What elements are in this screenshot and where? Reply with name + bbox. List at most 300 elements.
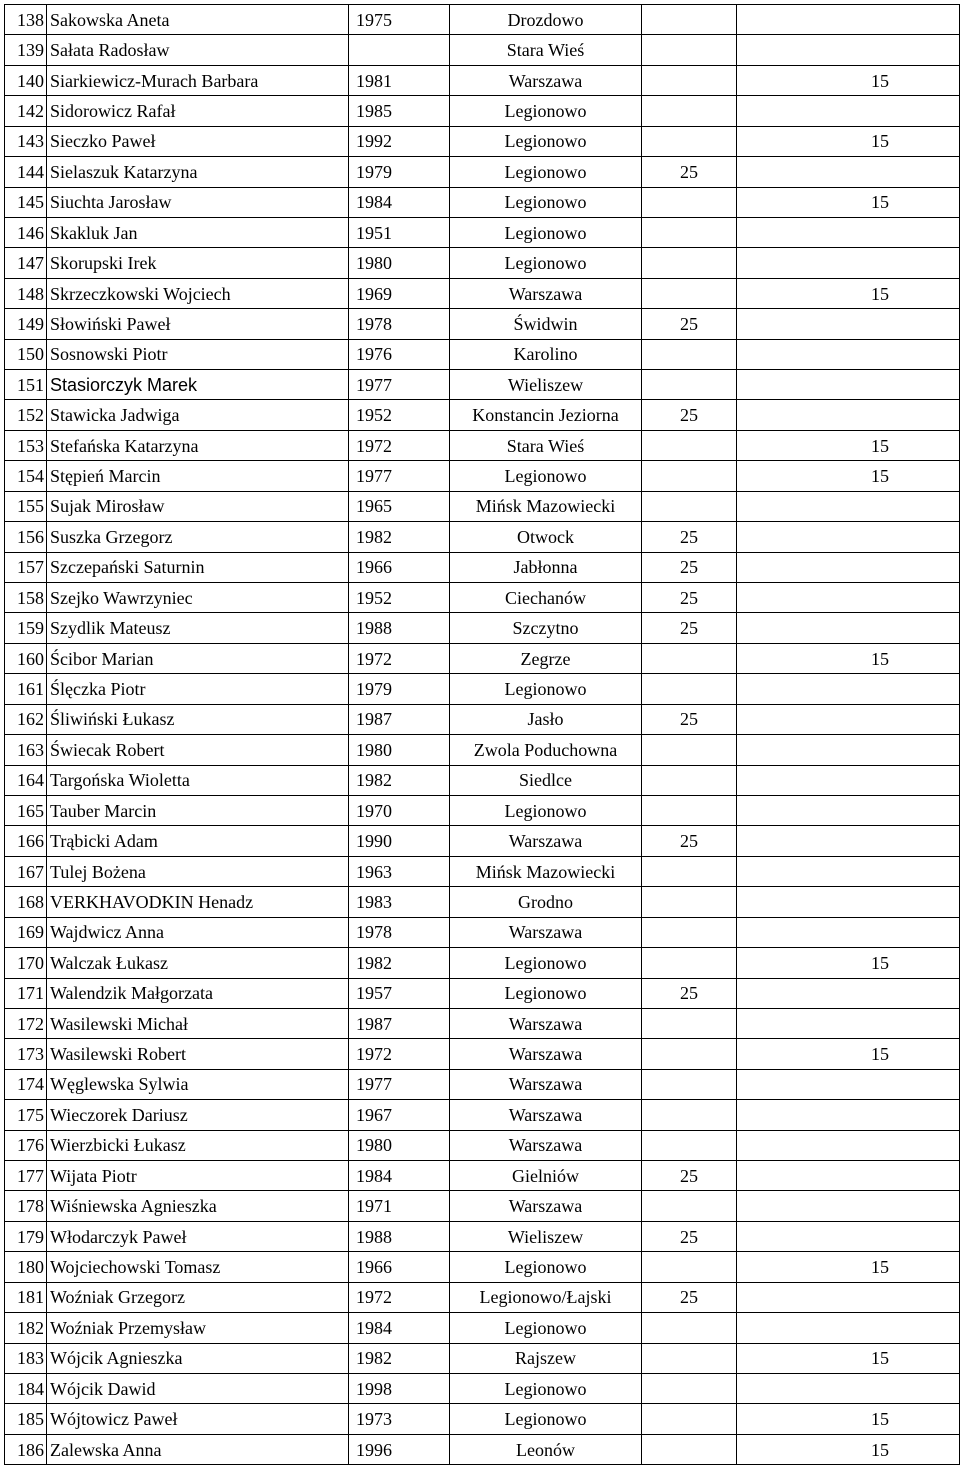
score-a-cell bbox=[642, 917, 737, 947]
score-a-cell: 25 bbox=[642, 826, 737, 856]
city-cell: Legionowo bbox=[450, 187, 642, 217]
birth-year-cell: 1966 bbox=[349, 552, 450, 582]
score-a-cell bbox=[642, 735, 737, 765]
table-row bbox=[5, 461, 960, 491]
name-cell: Targońska Wioletta bbox=[47, 765, 349, 795]
birth-year-cell: 1982 bbox=[349, 522, 450, 552]
score-a-cell: 25 bbox=[642, 400, 737, 430]
score-b-cell bbox=[737, 704, 960, 734]
birth-year-cell: 1973 bbox=[349, 1404, 450, 1434]
city-cell: Jabłonna bbox=[450, 552, 642, 582]
score-b-cell bbox=[737, 248, 960, 278]
name-cell: Świecak Robert bbox=[47, 735, 349, 765]
row-number-cell: 143 bbox=[5, 126, 47, 156]
score-a-cell: 25 bbox=[642, 522, 737, 552]
name-cell: Stefańska Katarzyna bbox=[47, 430, 349, 460]
table-row bbox=[5, 522, 960, 552]
score-b-cell bbox=[737, 765, 960, 795]
name-cell: Śliwiński Łukasz bbox=[47, 704, 349, 734]
city-cell: Legionowo bbox=[450, 157, 642, 187]
table-row bbox=[5, 887, 960, 917]
row-number-cell: 161 bbox=[5, 674, 47, 704]
city-cell: Rajszew bbox=[450, 1343, 642, 1373]
name-cell: Wójtowicz Paweł bbox=[47, 1404, 349, 1434]
birth-year-cell bbox=[349, 35, 450, 65]
city-cell: Świdwin bbox=[450, 309, 642, 339]
city-cell: Siedlce bbox=[450, 765, 642, 795]
row-number-cell: 151 bbox=[5, 370, 47, 400]
row-number-cell: 172 bbox=[5, 1008, 47, 1038]
score-a-cell bbox=[642, 65, 737, 95]
score-a-cell bbox=[642, 491, 737, 521]
row-number-cell: 184 bbox=[5, 1373, 47, 1403]
name-cell: Sieczko Paweł bbox=[47, 126, 349, 156]
table-row bbox=[5, 704, 960, 734]
table-row bbox=[5, 187, 960, 217]
birth-year-cell: 1978 bbox=[349, 309, 450, 339]
birth-year-cell: 1971 bbox=[349, 1191, 450, 1221]
score-b-cell bbox=[737, 795, 960, 825]
city-cell: Zegrze bbox=[450, 643, 642, 673]
name-cell: Wasilewski Michał bbox=[47, 1008, 349, 1038]
score-b-cell bbox=[737, 1100, 960, 1130]
table-row bbox=[5, 674, 960, 704]
name-cell: Sielaszuk Katarzyna bbox=[47, 157, 349, 187]
birth-year-cell: 1990 bbox=[349, 826, 450, 856]
score-b-cell bbox=[737, 5, 960, 35]
score-b-cell: 15 bbox=[737, 1039, 960, 1069]
table-row bbox=[5, 217, 960, 247]
score-b-cell: 15 bbox=[737, 1404, 960, 1434]
name-cell: Ślęczka Piotr bbox=[47, 674, 349, 704]
score-a-cell bbox=[642, 674, 737, 704]
score-a-cell bbox=[642, 795, 737, 825]
city-cell: Legionowo bbox=[450, 978, 642, 1008]
name-cell: Siuchta Jarosław bbox=[47, 187, 349, 217]
city-cell: Stara Wieś bbox=[450, 430, 642, 460]
score-a-cell bbox=[642, 643, 737, 673]
name-cell: Sosnowski Piotr bbox=[47, 339, 349, 369]
birth-year-cell: 1957 bbox=[349, 978, 450, 1008]
score-b-cell bbox=[737, 400, 960, 430]
table-row bbox=[5, 948, 960, 978]
table-row bbox=[5, 35, 960, 65]
name-cell: Wójcik Dawid bbox=[47, 1373, 349, 1403]
row-number-cell: 152 bbox=[5, 400, 47, 430]
table-row bbox=[5, 583, 960, 613]
birth-year-cell: 1952 bbox=[349, 400, 450, 430]
score-a-cell bbox=[642, 5, 737, 35]
row-number-cell: 158 bbox=[5, 583, 47, 613]
name-cell: Woźniak Grzegorz bbox=[47, 1282, 349, 1312]
city-cell: Legionowo bbox=[450, 674, 642, 704]
name-cell: Sałata Radosław bbox=[47, 35, 349, 65]
score-a-cell: 25 bbox=[642, 552, 737, 582]
score-b-cell bbox=[737, 1373, 960, 1403]
name-cell: Sidorowicz Rafał bbox=[47, 96, 349, 126]
row-number-cell: 160 bbox=[5, 643, 47, 673]
name-cell: Szydlik Mateusz bbox=[47, 613, 349, 643]
birth-year-cell: 1987 bbox=[349, 1008, 450, 1038]
score-a-cell bbox=[642, 1343, 737, 1373]
score-b-cell: 15 bbox=[737, 948, 960, 978]
city-cell: Legionowo bbox=[450, 96, 642, 126]
row-number-cell: 147 bbox=[5, 248, 47, 278]
name-cell: Skrzeczkowski Wojciech bbox=[47, 278, 349, 308]
name-cell: Wajdwicz Anna bbox=[47, 917, 349, 947]
name-cell: Suszka Grzegorz bbox=[47, 522, 349, 552]
row-number-cell: 156 bbox=[5, 522, 47, 552]
row-number-cell: 163 bbox=[5, 735, 47, 765]
birth-year-cell: 1977 bbox=[349, 370, 450, 400]
score-a-cell bbox=[642, 887, 737, 917]
row-number-cell: 178 bbox=[5, 1191, 47, 1221]
birth-year-cell: 1988 bbox=[349, 1221, 450, 1251]
name-cell: Walczak Łukasz bbox=[47, 948, 349, 978]
name-cell: Wasilewski Robert bbox=[47, 1039, 349, 1069]
name-cell: Trąbicki Adam bbox=[47, 826, 349, 856]
score-b-cell bbox=[737, 856, 960, 886]
score-a-cell bbox=[642, 248, 737, 278]
birth-year-cell: 1963 bbox=[349, 856, 450, 886]
city-cell: Warszawa bbox=[450, 278, 642, 308]
city-cell: Legionowo bbox=[450, 1252, 642, 1282]
city-cell: Ciechanów bbox=[450, 583, 642, 613]
row-number-cell: 173 bbox=[5, 1039, 47, 1069]
city-cell: Wieliszew bbox=[450, 1221, 642, 1251]
city-cell: Legionowo bbox=[450, 461, 642, 491]
score-b-cell bbox=[737, 1008, 960, 1038]
score-b-cell bbox=[737, 917, 960, 947]
row-number-cell: 165 bbox=[5, 795, 47, 825]
birth-year-cell: 1979 bbox=[349, 157, 450, 187]
table-row bbox=[5, 400, 960, 430]
table-row bbox=[5, 765, 960, 795]
score-b-cell bbox=[737, 309, 960, 339]
birth-year-cell: 1966 bbox=[349, 1252, 450, 1282]
birth-year-cell: 1951 bbox=[349, 217, 450, 247]
birth-year-cell: 1979 bbox=[349, 674, 450, 704]
row-number-cell: 176 bbox=[5, 1130, 47, 1160]
name-cell: Wieczorek Dariusz bbox=[47, 1100, 349, 1130]
row-number-cell: 146 bbox=[5, 217, 47, 247]
birth-year-cell: 1980 bbox=[349, 248, 450, 278]
birth-year-cell: 1972 bbox=[349, 643, 450, 673]
row-number-cell: 168 bbox=[5, 887, 47, 917]
birth-year-cell: 1984 bbox=[349, 1161, 450, 1191]
table-row bbox=[5, 157, 960, 187]
score-a-cell bbox=[642, 948, 737, 978]
table-row bbox=[5, 1221, 960, 1251]
score-b-cell bbox=[737, 826, 960, 856]
participants-table bbox=[4, 4, 960, 1465]
birth-year-cell: 1981 bbox=[349, 65, 450, 95]
table-row bbox=[5, 643, 960, 673]
table-row bbox=[5, 856, 960, 886]
score-a-cell bbox=[642, 1252, 737, 1282]
city-cell: Legionowo bbox=[450, 1313, 642, 1343]
birth-year-cell: 1982 bbox=[349, 948, 450, 978]
score-a-cell: 25 bbox=[642, 1161, 737, 1191]
score-b-cell bbox=[737, 370, 960, 400]
row-number-cell: 166 bbox=[5, 826, 47, 856]
city-cell: Warszawa bbox=[450, 1069, 642, 1099]
city-cell: Szczytno bbox=[450, 613, 642, 643]
table-row bbox=[5, 917, 960, 947]
name-cell: Stępień Marcin bbox=[47, 461, 349, 491]
name-cell: Stawicka Jadwiga bbox=[47, 400, 349, 430]
score-b-cell bbox=[737, 1069, 960, 1099]
city-cell: Grodno bbox=[450, 887, 642, 917]
score-a-cell bbox=[642, 1191, 737, 1221]
table-row bbox=[5, 826, 960, 856]
row-number-cell: 186 bbox=[5, 1434, 47, 1464]
name-cell: Skakluk Jan bbox=[47, 217, 349, 247]
table-row bbox=[5, 613, 960, 643]
birth-year-cell: 1984 bbox=[349, 1313, 450, 1343]
score-a-cell bbox=[642, 126, 737, 156]
score-b-cell bbox=[737, 217, 960, 247]
row-number-cell: 145 bbox=[5, 187, 47, 217]
name-cell: Tulej Bożena bbox=[47, 856, 349, 886]
name-cell: Włodarczyk Paweł bbox=[47, 1221, 349, 1251]
row-number-cell: 148 bbox=[5, 278, 47, 308]
score-b-cell: 15 bbox=[737, 187, 960, 217]
row-number-cell: 140 bbox=[5, 65, 47, 95]
score-a-cell: 25 bbox=[642, 1221, 737, 1251]
row-number-cell: 164 bbox=[5, 765, 47, 795]
row-number-cell: 181 bbox=[5, 1282, 47, 1312]
birth-year-cell: 1998 bbox=[349, 1373, 450, 1403]
table-row bbox=[5, 96, 960, 126]
score-b-cell bbox=[737, 522, 960, 552]
score-a-cell bbox=[642, 1373, 737, 1403]
score-a-cell bbox=[642, 96, 737, 126]
table-row bbox=[5, 1100, 960, 1130]
score-a-cell bbox=[642, 461, 737, 491]
score-b-cell bbox=[737, 583, 960, 613]
table-row bbox=[5, 1373, 960, 1403]
row-number-cell: 162 bbox=[5, 704, 47, 734]
table-row bbox=[5, 1434, 960, 1464]
birth-year-cell: 1965 bbox=[349, 491, 450, 521]
birth-year-cell: 1952 bbox=[349, 583, 450, 613]
score-b-cell bbox=[737, 491, 960, 521]
score-b-cell: 15 bbox=[737, 430, 960, 460]
birth-year-cell: 1972 bbox=[349, 1039, 450, 1069]
birth-year-cell: 1970 bbox=[349, 795, 450, 825]
score-b-cell bbox=[737, 887, 960, 917]
city-cell: Karolino bbox=[450, 339, 642, 369]
name-cell: Wierzbicki Łukasz bbox=[47, 1130, 349, 1160]
birth-year-cell: 1977 bbox=[349, 461, 450, 491]
name-cell: Woźniak Przemysław bbox=[47, 1313, 349, 1343]
score-b-cell bbox=[737, 613, 960, 643]
table-row bbox=[5, 1161, 960, 1191]
city-cell: Legionowo bbox=[450, 217, 642, 247]
birth-year-cell: 1969 bbox=[349, 278, 450, 308]
table-row bbox=[5, 795, 960, 825]
score-a-cell bbox=[642, 1434, 737, 1464]
score-a-cell bbox=[642, 278, 737, 308]
score-a-cell bbox=[642, 1313, 737, 1343]
city-cell: Zwola Poduchowna bbox=[450, 735, 642, 765]
city-cell: Stara Wieś bbox=[450, 35, 642, 65]
name-cell: Wojciechowski Tomasz bbox=[47, 1252, 349, 1282]
score-a-cell bbox=[642, 1130, 737, 1160]
table-row bbox=[5, 1404, 960, 1434]
row-number-cell: 153 bbox=[5, 430, 47, 460]
name-cell: Walendzik Małgorzata bbox=[47, 978, 349, 1008]
table-row bbox=[5, 1069, 960, 1099]
birth-year-cell: 1980 bbox=[349, 735, 450, 765]
participants-table-body bbox=[5, 5, 960, 1465]
table-row bbox=[5, 65, 960, 95]
row-number-cell: 177 bbox=[5, 1161, 47, 1191]
score-a-cell bbox=[642, 339, 737, 369]
table-row bbox=[5, 430, 960, 460]
score-a-cell bbox=[642, 1039, 737, 1069]
city-cell: Mińsk Mazowiecki bbox=[450, 856, 642, 886]
table-row bbox=[5, 309, 960, 339]
city-cell: Warszawa bbox=[450, 1191, 642, 1221]
city-cell: Warszawa bbox=[450, 1100, 642, 1130]
birth-year-cell: 1985 bbox=[349, 96, 450, 126]
score-a-cell bbox=[642, 370, 737, 400]
row-number-cell: 155 bbox=[5, 491, 47, 521]
row-number-cell: 185 bbox=[5, 1404, 47, 1434]
city-cell: Legionowo bbox=[450, 126, 642, 156]
score-a-cell bbox=[642, 217, 737, 247]
table-row bbox=[5, 1008, 960, 1038]
name-cell: Ścibor Marian bbox=[47, 643, 349, 673]
score-a-cell: 25 bbox=[642, 978, 737, 1008]
birth-year-cell: 1972 bbox=[349, 430, 450, 460]
row-number-cell: 175 bbox=[5, 1100, 47, 1130]
name-cell: Tauber Marcin bbox=[47, 795, 349, 825]
row-number-cell: 157 bbox=[5, 552, 47, 582]
row-number-cell: 183 bbox=[5, 1343, 47, 1373]
row-number-cell: 149 bbox=[5, 309, 47, 339]
score-b-cell: 15 bbox=[737, 126, 960, 156]
score-a-cell bbox=[642, 856, 737, 886]
birth-year-cell: 1980 bbox=[349, 1130, 450, 1160]
city-cell: Mińsk Mazowiecki bbox=[450, 491, 642, 521]
score-a-cell bbox=[642, 765, 737, 795]
city-cell: Warszawa bbox=[450, 1039, 642, 1069]
name-cell: Wiśniewska Agnieszka bbox=[47, 1191, 349, 1221]
table-row bbox=[5, 1313, 960, 1343]
score-b-cell bbox=[737, 1191, 960, 1221]
row-number-cell: 170 bbox=[5, 948, 47, 978]
birth-year-cell: 1976 bbox=[349, 339, 450, 369]
score-b-cell bbox=[737, 157, 960, 187]
row-number-cell: 142 bbox=[5, 96, 47, 126]
city-cell: Leonów bbox=[450, 1434, 642, 1464]
city-cell: Drozdowo bbox=[450, 5, 642, 35]
score-a-cell bbox=[642, 1404, 737, 1434]
score-b-cell: 15 bbox=[737, 461, 960, 491]
score-b-cell bbox=[737, 96, 960, 126]
table-row bbox=[5, 1130, 960, 1160]
table-row bbox=[5, 735, 960, 765]
name-cell: Węglewska Sylwia bbox=[47, 1069, 349, 1099]
city-cell: Warszawa bbox=[450, 1130, 642, 1160]
score-a-cell bbox=[642, 187, 737, 217]
score-a-cell: 25 bbox=[642, 613, 737, 643]
row-number-cell: 150 bbox=[5, 339, 47, 369]
city-cell: Legionowo bbox=[450, 948, 642, 978]
row-number-cell: 180 bbox=[5, 1252, 47, 1282]
birth-year-cell: 1992 bbox=[349, 126, 450, 156]
row-number-cell: 167 bbox=[5, 856, 47, 886]
name-cell: Zalewska Anna bbox=[47, 1434, 349, 1464]
row-number-cell: 182 bbox=[5, 1313, 47, 1343]
table-row bbox=[5, 1343, 960, 1373]
birth-year-cell: 1987 bbox=[349, 704, 450, 734]
name-cell: Słowiński Paweł bbox=[47, 309, 349, 339]
score-a-cell bbox=[642, 1008, 737, 1038]
row-number-cell: 154 bbox=[5, 461, 47, 491]
city-cell: Otwock bbox=[450, 522, 642, 552]
table-row bbox=[5, 5, 960, 35]
score-b-cell: 15 bbox=[737, 1343, 960, 1373]
name-cell: Stasiorczyk Marek bbox=[47, 370, 349, 400]
city-cell: Warszawa bbox=[450, 826, 642, 856]
city-cell: Legionowo bbox=[450, 248, 642, 278]
name-cell: VERKHAVODKIN Henadz bbox=[47, 887, 349, 917]
name-cell: Sakowska Aneta bbox=[47, 5, 349, 35]
score-b-cell bbox=[737, 735, 960, 765]
score-a-cell bbox=[642, 430, 737, 460]
birth-year-cell: 1988 bbox=[349, 613, 450, 643]
row-number-cell: 159 bbox=[5, 613, 47, 643]
row-number-cell: 169 bbox=[5, 917, 47, 947]
score-b-cell bbox=[737, 1130, 960, 1160]
city-cell: Wieliszew bbox=[450, 370, 642, 400]
birth-year-cell: 1996 bbox=[349, 1434, 450, 1464]
city-cell: Legionowo bbox=[450, 1373, 642, 1403]
score-a-cell: 25 bbox=[642, 704, 737, 734]
row-number-cell: 138 bbox=[5, 5, 47, 35]
city-cell: Konstancin Jeziorna bbox=[450, 400, 642, 430]
name-cell: Szejko Wawrzyniec bbox=[47, 583, 349, 613]
score-a-cell: 25 bbox=[642, 1282, 737, 1312]
name-cell: Siarkiewicz-Murach Barbara bbox=[47, 65, 349, 95]
score-b-cell bbox=[737, 978, 960, 1008]
score-a-cell bbox=[642, 35, 737, 65]
city-cell: Warszawa bbox=[450, 917, 642, 947]
city-cell: Warszawa bbox=[450, 65, 642, 95]
score-b-cell: 15 bbox=[737, 1252, 960, 1282]
table-row bbox=[5, 1282, 960, 1312]
table-row bbox=[5, 1039, 960, 1069]
birth-year-cell: 1967 bbox=[349, 1100, 450, 1130]
score-b-cell: 15 bbox=[737, 643, 960, 673]
name-cell: Szczepański Saturnin bbox=[47, 552, 349, 582]
city-cell: Legionowo bbox=[450, 1404, 642, 1434]
city-cell: Legionowo bbox=[450, 795, 642, 825]
table-row bbox=[5, 1252, 960, 1282]
city-cell: Legionowo/Łajski bbox=[450, 1282, 642, 1312]
score-a-cell bbox=[642, 1069, 737, 1099]
table-row bbox=[5, 552, 960, 582]
birth-year-cell: 1975 bbox=[349, 5, 450, 35]
name-cell: Wijata Piotr bbox=[47, 1161, 349, 1191]
score-b-cell bbox=[737, 552, 960, 582]
score-b-cell bbox=[737, 35, 960, 65]
score-a-cell: 25 bbox=[642, 309, 737, 339]
